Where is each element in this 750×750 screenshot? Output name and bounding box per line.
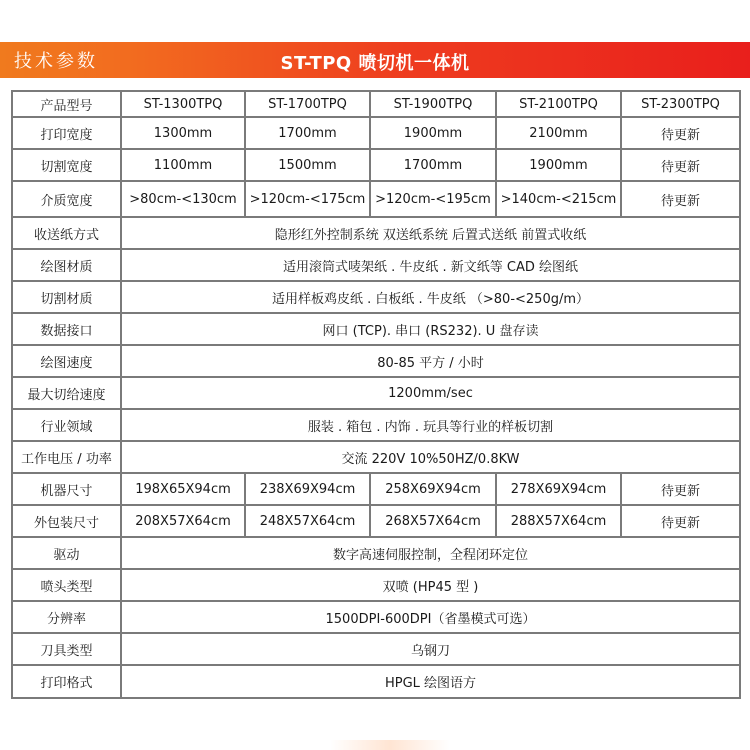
table-row — [12, 217, 740, 249]
table-cell: 隐形红外控制系统 双送纸系统 后置式送纸 前置式收纸 — [121, 217, 740, 249]
row-label: 介质宽度 — [12, 181, 121, 217]
table-cell: 1900mm — [370, 117, 496, 149]
table-cell: 待更新 — [621, 149, 740, 181]
table-cell: ST-1900TPQ — [370, 91, 496, 117]
table-cell: 1100mm — [121, 149, 245, 181]
table-cell: 1900mm — [496, 149, 621, 181]
table-cell: 待更新 — [621, 473, 740, 505]
table-row — [12, 149, 740, 181]
banner-title: ST-TPQ 喷切机一体机 — [280, 53, 470, 74]
table-cell: 198X65X94cm — [121, 473, 245, 505]
row-label: 打印格式 — [12, 665, 121, 698]
table-row — [12, 505, 740, 537]
row-label: 产品型号 — [12, 91, 121, 117]
table-cell: 1700mm — [245, 117, 370, 149]
row-label: 切割宽度 — [12, 149, 121, 181]
table-row — [12, 441, 740, 473]
table-cell: 数字高速伺服控制，全程闭环定位 — [121, 537, 740, 569]
table-cell: 1200mm/sec — [121, 377, 740, 409]
table-cell: 1500DPI-600DPI（省墨模式可选） — [121, 601, 740, 633]
table-row — [12, 569, 740, 601]
row-label: 外包装尺寸 — [12, 505, 121, 537]
table-cell: 278X69X94cm — [496, 473, 621, 505]
table-cell: 待更新 — [621, 117, 740, 149]
table-cell: 258X69X94cm — [370, 473, 496, 505]
table-row — [12, 601, 740, 633]
row-label: 机器尺寸 — [12, 473, 121, 505]
table-cell: ST-2300TPQ — [621, 91, 740, 117]
table-cell: 待更新 — [621, 181, 740, 217]
row-label: 行业领域 — [12, 409, 121, 441]
table-row — [12, 281, 740, 313]
row-label: 驱动 — [12, 537, 121, 569]
table-cell: >120cm-<175cm — [245, 181, 370, 217]
section-label: 技术参数 — [14, 51, 98, 72]
row-label: 数据接口 — [12, 313, 121, 345]
table-row — [12, 633, 740, 665]
table-row — [12, 117, 740, 149]
row-label: 最大切给速度 — [12, 377, 121, 409]
table-cell: 80-85 平方 / 小时 — [121, 345, 740, 377]
table-row — [12, 665, 740, 698]
table-cell: 248X57X64cm — [245, 505, 370, 537]
table-cell: >140cm-<215cm — [496, 181, 621, 217]
table-cell: 服装 . 箱包 . 内饰 . 玩具等行业的样板切割 — [121, 409, 740, 441]
table-row — [12, 249, 740, 281]
table-cell: 适用样板鸡皮纸 . 白板纸 . 牛皮纸 （>80-<250g/m） — [121, 281, 740, 313]
row-label: 收送纸方式 — [12, 217, 121, 249]
table-cell: 288X57X64cm — [496, 505, 621, 537]
table-row — [12, 313, 740, 345]
spec-table — [11, 90, 741, 699]
table-row — [12, 91, 740, 117]
table-cell: 268X57X64cm — [370, 505, 496, 537]
table-cell: 208X57X64cm — [121, 505, 245, 537]
table-row — [12, 409, 740, 441]
table-cell: 2100mm — [496, 117, 621, 149]
table-row — [12, 537, 740, 569]
row-label: 绘图速度 — [12, 345, 121, 377]
table-cell: 交流 220V 10%50HZ/0.8KW — [121, 441, 740, 473]
row-label: 切割材质 — [12, 281, 121, 313]
table-row — [12, 377, 740, 409]
row-label: 绘图材质 — [12, 249, 121, 281]
table-cell: 1500mm — [245, 149, 370, 181]
row-label: 打印宽度 — [12, 117, 121, 149]
bottom-decoration — [330, 740, 450, 750]
table-cell: 适用滚筒式唛架纸 . 牛皮纸 . 新文纸等 CAD 绘图纸 — [121, 249, 740, 281]
table-cell: ST-1300TPQ — [121, 91, 245, 117]
table-cell: 238X69X94cm — [245, 473, 370, 505]
table-cell: ST-2100TPQ — [496, 91, 621, 117]
table-cell: ST-1700TPQ — [245, 91, 370, 117]
row-label: 刀具类型 — [12, 633, 121, 665]
table-cell: 双喷 (HP45 型 ) — [121, 569, 740, 601]
table-cell: 乌钢刀 — [121, 633, 740, 665]
table-row — [12, 473, 740, 505]
table-cell: >120cm-<195cm — [370, 181, 496, 217]
row-label: 喷头类型 — [12, 569, 121, 601]
table-cell: 网口 (TCP). 串口 (RS232). U 盘存读 — [121, 313, 740, 345]
header-banner — [0, 42, 750, 78]
table-cell: >80cm-<130cm — [121, 181, 245, 217]
table-row — [12, 181, 740, 217]
table-row — [12, 345, 740, 377]
row-label: 工作电压 / 功率 — [12, 441, 121, 473]
table-cell: 待更新 — [621, 505, 740, 537]
table-cell: 1700mm — [370, 149, 496, 181]
table-cell: HPGL 绘图语方 — [121, 665, 740, 698]
row-label: 分辨率 — [12, 601, 121, 633]
table-cell: 1300mm — [121, 117, 245, 149]
